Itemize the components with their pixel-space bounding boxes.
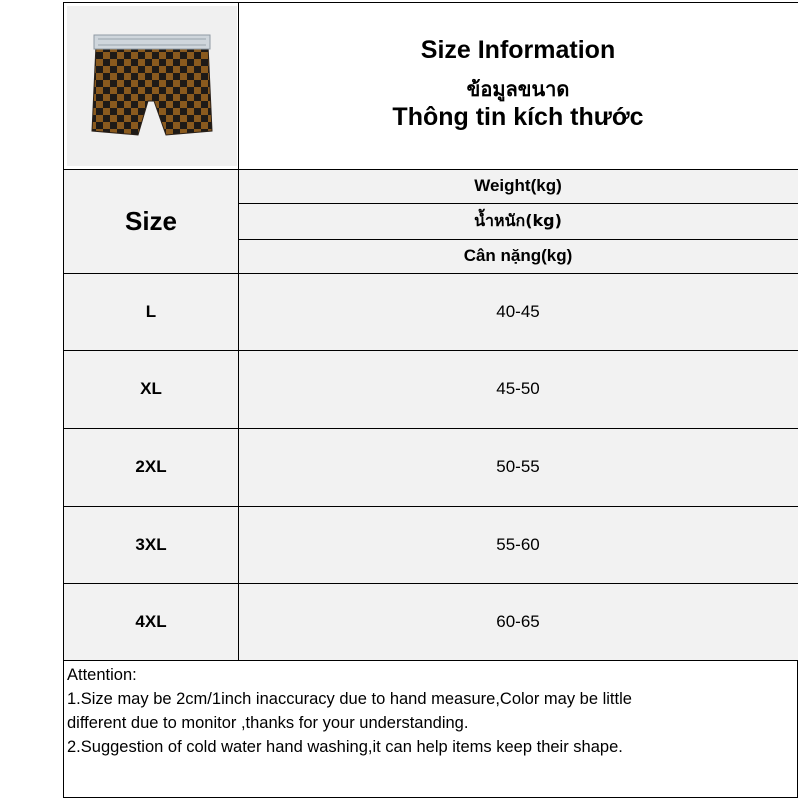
size-cell: L: [64, 273, 238, 350]
row-divider: [238, 203, 798, 204]
weight-cell: 50-55: [238, 428, 798, 506]
weight-header-en: Weight(kg): [238, 169, 798, 203]
size-header: Size: [64, 169, 238, 273]
row-divider: [64, 428, 798, 429]
attention-notes: [67, 663, 792, 759]
size-cell: 3XL: [64, 506, 238, 583]
title-block: [238, 3, 798, 169]
weight-header-th: น้ำหนัก(kg): [238, 203, 798, 239]
weight-cell: 55-60: [238, 506, 798, 583]
product-image: [67, 6, 237, 166]
attention-line: 2.Suggestion of cold water hand washing,it can help items keep their shape.: [67, 738, 623, 756]
row-divider: [64, 506, 798, 507]
size-cell: XL: [64, 350, 238, 428]
boxer-briefs-image: [82, 31, 222, 141]
row-divider: [238, 239, 798, 240]
weight-header-vi: Cân nặng(kg): [238, 239, 798, 273]
title-vietnamese: Thông tin kích thước: [392, 103, 644, 131]
row-divider: [64, 169, 798, 170]
attention-line: 1.Size may be 2cm/1inch inaccuracy due to hand measure,Color may be little: [67, 690, 632, 708]
row-divider: [64, 660, 798, 661]
attention-heading: Attention:: [67, 666, 137, 684]
row-divider: [64, 273, 798, 274]
row-divider: [64, 350, 798, 351]
size-cell: 4XL: [64, 583, 238, 660]
size-chart: [63, 2, 798, 798]
row-divider: [64, 583, 798, 584]
title-thai: ข้อมูลขนาด: [466, 77, 570, 101]
weight-cell: 45-50: [238, 350, 798, 428]
weight-cell: 60-65: [238, 583, 798, 660]
title-english: Size Information: [420, 36, 616, 64]
weight-cell: 40-45: [238, 273, 798, 350]
column-divider: [238, 3, 239, 660]
attention-line: different due to monitor ,thanks for your understanding.: [67, 714, 469, 732]
size-cell: 2XL: [64, 428, 238, 506]
